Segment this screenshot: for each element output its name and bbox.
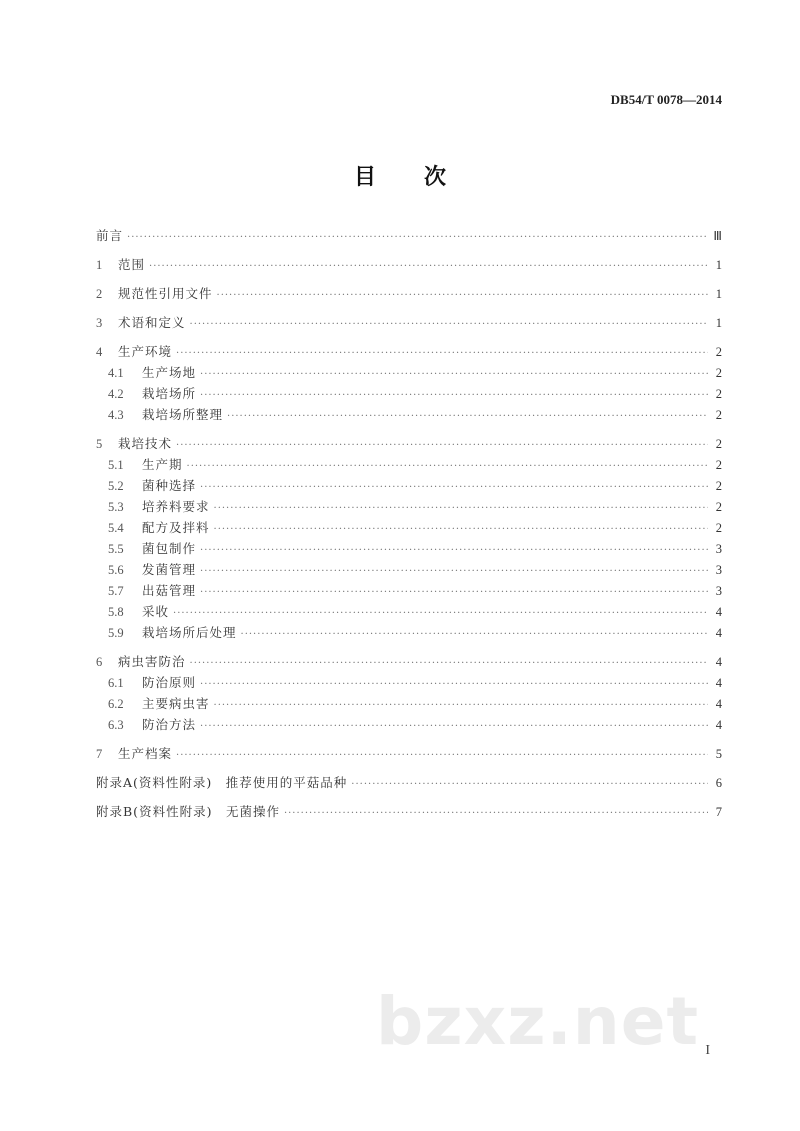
toc-entry-number: 5.3 bbox=[108, 500, 124, 514]
toc-entry-number: 5.7 bbox=[108, 584, 124, 598]
toc-entry-label: 培养料要求 bbox=[142, 499, 210, 514]
toc-entry-number: 5.6 bbox=[108, 563, 124, 577]
toc-entry-label: 菌种选择 bbox=[142, 478, 197, 493]
toc-entry-page: 4 bbox=[715, 626, 722, 640]
toc-entry-page: 3 bbox=[715, 542, 722, 556]
toc-leader-dots bbox=[241, 629, 708, 640]
toc-leader-dots bbox=[187, 461, 708, 472]
toc-entry-number: 7 bbox=[96, 747, 103, 761]
toc-entry-number: 5.2 bbox=[108, 479, 124, 493]
toc-entry-number: 5 bbox=[96, 437, 103, 451]
toc-leader-dots bbox=[200, 545, 708, 556]
toc-leader-dots bbox=[176, 750, 708, 761]
toc-leader-dots bbox=[127, 232, 708, 243]
toc-entry-number: 5.8 bbox=[108, 605, 124, 619]
toc-entry-number: 5.9 bbox=[108, 626, 124, 640]
toc-leader-dots bbox=[284, 808, 708, 819]
toc-leader-dots bbox=[227, 411, 708, 422]
toc-entry-label: 主要病虫害 bbox=[142, 696, 210, 711]
toc-entry-label: 生产期 bbox=[142, 457, 183, 472]
watermark: bzxz.net bbox=[376, 983, 700, 1060]
toc-leader-dots bbox=[351, 779, 708, 790]
toc-entry-page: 6 bbox=[715, 776, 722, 790]
toc-entry-label: 采收 bbox=[142, 604, 170, 619]
toc-entry-label: 生产场地 bbox=[142, 365, 197, 380]
toc-entry-page: 5 bbox=[715, 747, 722, 761]
toc-entry-page: Ⅲ bbox=[713, 229, 722, 243]
toc-leader-dots bbox=[190, 658, 708, 669]
page-title: 目次 bbox=[353, 164, 494, 190]
toc-entry-page: 4 bbox=[715, 718, 722, 732]
footer-page-number: I bbox=[705, 1043, 710, 1058]
toc-entry[interactable] bbox=[96, 313, 722, 334]
toc-entry-label: 防治原则 bbox=[142, 675, 197, 690]
toc-subentry[interactable] bbox=[96, 602, 722, 623]
toc-entry-label: 范围 bbox=[118, 257, 146, 272]
toc-leader-dots bbox=[200, 721, 708, 732]
toc-entry-page: 2 bbox=[715, 345, 722, 359]
toc-entry-label: 生产档案 bbox=[118, 746, 173, 761]
toc-entry-number: 6.1 bbox=[108, 676, 124, 690]
toc-entry-page: 2 bbox=[715, 387, 722, 401]
toc-subentry[interactable] bbox=[96, 623, 722, 644]
toc-entry-number: 4.3 bbox=[108, 408, 124, 422]
toc-subentry[interactable] bbox=[96, 363, 722, 384]
toc-leader-dots bbox=[200, 679, 708, 690]
toc-entry-page: 2 bbox=[715, 408, 722, 422]
toc-leader-dots bbox=[200, 566, 708, 577]
toc-subentry[interactable] bbox=[96, 384, 722, 405]
toc-subentry[interactable] bbox=[96, 476, 722, 497]
toc-leader-dots bbox=[200, 482, 708, 493]
toc-subentry[interactable] bbox=[96, 560, 722, 581]
toc-entry-page: 4 bbox=[715, 697, 722, 711]
toc-entry-page: 2 bbox=[715, 521, 722, 535]
toc-entry-label: 规范性引用文件 bbox=[118, 286, 213, 301]
toc-entry-label: 防治方法 bbox=[142, 717, 197, 732]
toc-entry-number: 6 bbox=[96, 655, 103, 669]
toc-leader-dots bbox=[190, 319, 708, 330]
toc-entry-page: 7 bbox=[715, 805, 722, 819]
toc-entry-label: 菌包制作 bbox=[142, 541, 197, 556]
toc-entry[interactable] bbox=[96, 802, 722, 823]
toc-entry[interactable] bbox=[96, 434, 722, 455]
document-code: DB54/T 0078—2014 bbox=[610, 92, 722, 107]
toc-entry[interactable] bbox=[96, 652, 722, 673]
toc-entry-page: 1 bbox=[715, 316, 722, 330]
toc-entry-number: 6.3 bbox=[108, 718, 124, 732]
toc-entry-label: 栽培场所整理 bbox=[142, 407, 224, 422]
toc-entry-label: 前言 bbox=[96, 228, 124, 243]
toc-leader-dots bbox=[176, 440, 708, 451]
toc-entry[interactable] bbox=[96, 255, 722, 276]
toc-entry-label: 栽培技术 bbox=[118, 436, 173, 451]
toc-entry-label: 栽培场所后处理 bbox=[142, 625, 237, 640]
toc-leader-dots bbox=[200, 587, 708, 598]
toc-leader-dots bbox=[214, 524, 708, 535]
toc-entry-number: 2 bbox=[96, 287, 103, 301]
toc-entry-page: 4 bbox=[715, 655, 722, 669]
toc-leader-dots bbox=[217, 290, 708, 301]
toc-entry-label: 配方及拌料 bbox=[142, 520, 210, 535]
toc-entry-number: 1 bbox=[96, 258, 103, 272]
toc-entry-number: 5.1 bbox=[108, 458, 124, 472]
toc-entry-label: 发菌管理 bbox=[142, 562, 197, 577]
toc-leader-dots bbox=[176, 348, 708, 359]
toc-leader-dots bbox=[149, 261, 708, 272]
toc-entry[interactable] bbox=[96, 773, 722, 794]
toc-subentry[interactable] bbox=[96, 694, 722, 715]
toc-leader-dots bbox=[200, 390, 708, 401]
toc-entry-page: 2 bbox=[715, 458, 722, 472]
toc-subentry[interactable] bbox=[96, 455, 722, 476]
toc-subentry[interactable] bbox=[96, 518, 722, 539]
toc-subentry[interactable] bbox=[96, 497, 722, 518]
toc-entry-number: 4 bbox=[96, 345, 103, 359]
toc-entry-page: 3 bbox=[715, 584, 722, 598]
toc-entry-number: 3 bbox=[96, 316, 103, 330]
toc-entry-label: 栽培场所 bbox=[142, 386, 197, 401]
toc-entry-number: 5.4 bbox=[108, 521, 124, 535]
toc-subentry[interactable] bbox=[96, 539, 722, 560]
toc-entry-number: 4.2 bbox=[108, 387, 124, 401]
toc-entry-number: 6.2 bbox=[108, 697, 124, 711]
toc-subentry[interactable] bbox=[96, 715, 722, 736]
toc-leader-dots bbox=[200, 369, 708, 380]
toc-entry-label: 生产环境 bbox=[118, 344, 173, 359]
toc-entry-page: 2 bbox=[715, 479, 722, 493]
toc-entry-label: 病虫害防治 bbox=[118, 654, 186, 669]
toc-entry-page: 2 bbox=[715, 500, 722, 514]
toc-entry[interactable] bbox=[96, 744, 722, 765]
toc-entry-page: 2 bbox=[715, 366, 722, 380]
table-of-contents bbox=[96, 226, 722, 823]
toc-entry[interactable] bbox=[96, 226, 722, 247]
toc-entry-number: 5.5 bbox=[108, 542, 124, 556]
toc-subentry[interactable] bbox=[96, 673, 722, 694]
toc-entry-page: 2 bbox=[715, 437, 722, 451]
toc-leader-dots bbox=[173, 608, 708, 619]
toc-leader-dots bbox=[214, 700, 708, 711]
toc-entry-page: 4 bbox=[715, 676, 722, 690]
toc-entry-label: 术语和定义 bbox=[118, 315, 186, 330]
toc-subentry[interactable] bbox=[96, 581, 722, 602]
toc-entry-page: 1 bbox=[715, 258, 722, 272]
toc-entry-label: 附录B(资料性附录) 无菌操作 bbox=[96, 804, 280, 819]
toc-entry-page: 3 bbox=[715, 563, 722, 577]
toc-entry[interactable] bbox=[96, 284, 722, 305]
toc-entry-page: 1 bbox=[715, 287, 722, 301]
toc-entry-label: 附录A(资料性附录) 推荐使用的平菇品种 bbox=[96, 775, 348, 790]
toc-subentry[interactable] bbox=[96, 405, 722, 426]
toc-entry[interactable] bbox=[96, 342, 722, 363]
toc-entry-page: 4 bbox=[715, 605, 722, 619]
toc-entry-label: 出菇管理 bbox=[142, 583, 197, 598]
toc-leader-dots bbox=[214, 503, 708, 514]
toc-entry-number: 4.1 bbox=[108, 366, 124, 380]
